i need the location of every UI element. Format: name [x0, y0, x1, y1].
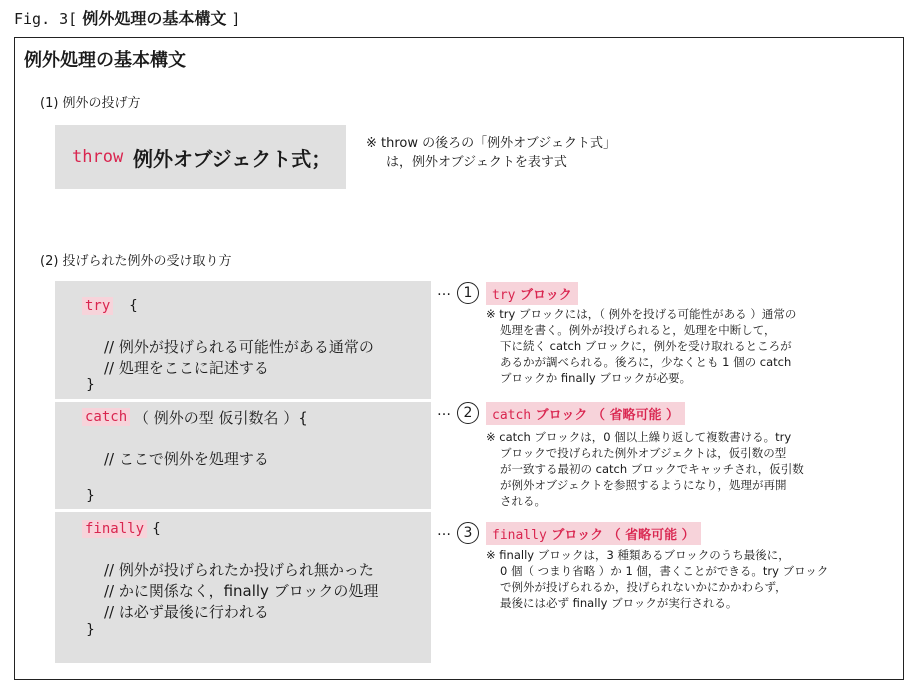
callout-3-note-line: 0 個（ つまり省略 ）か 1 個，書くことができる。try ブロック — [500, 564, 829, 578]
callout-2-dots: … — [437, 403, 450, 419]
callout-1-label-keyword: try — [492, 288, 516, 303]
callout-1-label — [486, 282, 578, 305]
try-open-brace: { — [129, 298, 138, 314]
callout-2-note-line: が一致する最初の catch ブロックでキャッチされ，仮引数 — [500, 462, 804, 476]
callout-2-label-text: ブロック — [535, 408, 588, 423]
callout-1-label-text: ブロック — [520, 288, 572, 303]
callout-2-note-line: ※ catch ブロックは，0 個以上繰り返して複数書ける。try — [486, 430, 792, 444]
try-close-brace: } — [86, 377, 95, 393]
callout-1-note-line: ブロックか finally ブロックが必要。 — [500, 371, 692, 385]
callout-1-note-line: 処理を書く。例外が投げられると，処理を中断して， — [500, 323, 776, 337]
callout-3-note-line: 最後には必ず finally ブロックが実行される。 — [500, 596, 738, 610]
callout-3-note-line: で例外が投げられるか，投げられないかにかかわらず， — [500, 580, 787, 594]
throw-note-line-2: は，例外オブジェクトを表す式 — [386, 155, 567, 170]
section-1-heading: (1) 例外の投げ方 — [40, 96, 141, 111]
callout-2-label-keyword: catch — [492, 408, 532, 423]
callout-3-dots: … — [437, 523, 450, 539]
try-comment-1: // 例外が投げられる可能性がある通常の — [104, 338, 374, 356]
callout-2-label-extra: （ 省略可能 ） — [591, 408, 680, 423]
callout-2-note-line: される。 — [500, 494, 546, 508]
callout-3-note-line: ※ finally ブロックは，3 種類あるブロックのうち最後に， — [486, 548, 790, 562]
throw-expression: 例外オブジェクト式； — [133, 147, 332, 171]
catch-params: （ 例外の型 仮引数名 ）{ — [134, 409, 308, 427]
try-keyword: try — [82, 297, 113, 315]
figure-label: Fig. 3[ — [14, 10, 78, 28]
callout-3-number: 3 — [457, 522, 479, 544]
figure-label-close: ] — [231, 10, 241, 28]
callout-3-label-extra: （ 省略可能 ） — [607, 528, 695, 543]
finally-keyword: finally — [82, 520, 147, 538]
callout-1-note — [486, 306, 796, 386]
callout-3-label — [486, 522, 701, 545]
finally-comment-1: // 例外が投げられたか投げられ無かった — [104, 561, 374, 579]
finally-close-brace: } — [86, 622, 95, 638]
callout-1-note-line: 下に続く catch ブロックに，例外を受け取れるところが — [500, 339, 792, 353]
callout-3-label-keyword: finally — [492, 528, 547, 543]
throw-note — [366, 134, 616, 172]
callout-2-note — [486, 429, 804, 509]
callout-3-note — [486, 547, 828, 611]
catch-comment-1: // ここで例外を処理する — [104, 450, 269, 468]
callout-2-note-line: が例外オブジェクトを参照するようになり，処理が再開 — [500, 478, 787, 492]
callout-2-number: 2 — [457, 402, 479, 424]
figure-caption — [14, 6, 240, 29]
callout-1-note-line: あるかが調べられる。後ろに，少なくとも 1 個の catch — [500, 355, 792, 369]
figure-title: 例外処理の基本構文 — [82, 9, 227, 28]
callout-2-label — [486, 402, 685, 425]
callout-1-note-line: ※ try ブロックには，（ 例外を投げる可能性がある ）通常の — [486, 307, 797, 321]
try-comment-2: // 処理をここに記述する — [104, 359, 269, 377]
main-heading: 例外処理の基本構文 — [24, 50, 186, 71]
finally-open-brace: { — [152, 521, 161, 537]
section-2-heading: (2) 投げられた例外の受け取り方 — [40, 254, 232, 269]
throw-note-line-1: ※ throw の後ろの「例外オブジェクト式」 — [366, 136, 616, 151]
throw-keyword: throw — [72, 147, 124, 167]
callout-3-label-text: ブロック — [551, 528, 604, 543]
finally-comment-2: // かに関係なく，finally ブロックの処理 — [104, 582, 379, 600]
callout-2-note-line: ブロックで投げられた例外オブジェクトは，仮引数の型 — [500, 446, 787, 460]
catch-close-brace: } — [86, 488, 95, 504]
catch-keyword: catch — [82, 408, 130, 426]
callout-1-dots: … — [437, 283, 450, 299]
callout-1-number: 1 — [457, 282, 479, 304]
finally-comment-3: // は必ず最後に行われる — [104, 603, 269, 621]
